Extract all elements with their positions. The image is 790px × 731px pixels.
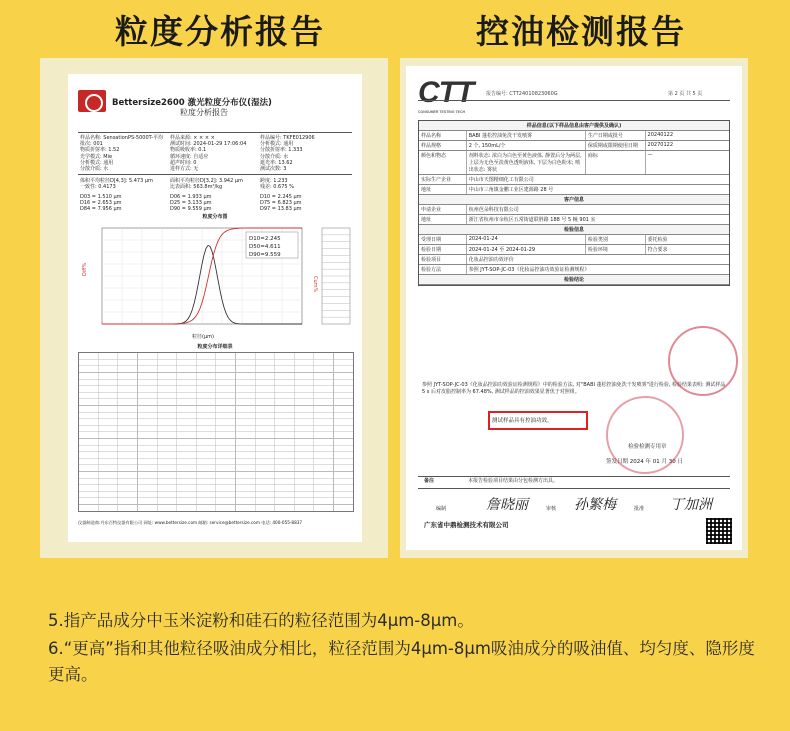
table-row [419,205,729,215]
table-cell: 保质期或限期使用日期 [586,141,646,150]
report-field: D06 = 1.933 μm [170,194,212,200]
table-row [419,185,729,195]
divider [78,174,352,175]
inspection-seal-icon [606,396,684,474]
table-cell: 地址 [419,215,467,224]
report-subtitle: 粒度分析报告 [180,108,228,117]
report-field: 比表面积: 563.8m²/kg [170,184,223,191]
divider [418,488,730,489]
table-cell: 颜色和物态 [419,151,467,174]
table-cell: 地址 [419,185,467,194]
particle-report-sheet [68,74,362,542]
table-cell: 检验日期 [419,245,467,254]
table-cell: 样品规格 [419,141,467,150]
report-field: D90 = 9.559 μm [170,206,212,213]
report-footer: 仪器制造商:丹东百特仪器有限公司 网址: www.bettersize.com 邮箱: service@bettersize.com 电话: 400-055-8837 [78,520,303,525]
table-row [419,235,729,245]
table-cell: 剂料状态: 浓白为白色至黄色液体, 静置后分为两层, 上层为无色至淡黄色透明液体, 下层为白色粉末; 喷出状态: 雾状 [467,151,586,174]
report-field: D75 = 6.823 μm [260,200,302,207]
table-cell: 生产日期或批号 [586,131,646,140]
legend-item: D90=9.559 [249,252,281,258]
report-field: 光学模式: Mie [80,153,113,160]
bettersize-logo-icon [78,90,106,112]
report-field: 样品编号: TKFE012906 [260,135,315,141]
remark-label: 备注 [424,478,435,484]
signature-reviewed: 孙繁梅 [574,497,616,513]
divider [418,476,730,477]
table-row [419,151,729,175]
report-field: 进样方式: 无 [170,166,199,173]
report-field: D16 = 2.653 μm [80,200,122,207]
y-axis-label-left: Diff% [82,262,88,276]
report-field: 样品名称: SensationPS-5000T-平均 [80,135,164,141]
report-field: D97 = 13.83 μm [260,206,302,213]
table-row [419,175,729,185]
table-cell: 2024-01-24 [467,235,586,244]
x-axis-label: 粒径(μm) [192,334,214,340]
table-row [419,225,729,235]
company-name: 广东省中鼎检测技术有限公司 [424,521,509,529]
table-cell: 中山市三角镇金鹏工业区建源路 28 号 [468,187,554,193]
stats-info [80,178,350,190]
table-row [419,141,729,151]
red-seal-icon [668,326,738,396]
info-table [418,120,730,286]
report-field: 跨度: 1.233 [260,178,288,184]
d-values [80,194,350,213]
sign-label-reviewed: 审核 [546,506,557,512]
table-cell: 中山市天图精细化工有限公司 [468,177,534,183]
report-field: D84 = 7.956 μm [80,206,122,213]
table-cell: 检验环境 [586,245,646,254]
table-cell: 检验项目 [419,255,467,264]
section-header: 客户信息 [563,197,584,203]
y-axis-label-right: Cum% [312,276,318,293]
report-field: 一致性: 0.4173 [80,184,116,191]
legend-item: D50=4.611 [249,244,281,250]
table-cell: 检验类别 [586,235,646,244]
report-field: D03 = 1.510 μm [80,194,122,200]
note-5: 5.指产品成分中玉米淀粉和硅石的粒径范围为4μm-8μm。 [48,611,474,630]
particle-report-panel [40,58,388,558]
table-cell: 20240122 [647,132,673,138]
report-field: 体积平均粒径D[4,3]: 5.473 μm [80,178,153,184]
sample-info [80,135,350,172]
ctt-logo: CTT CONSUMER TESTING TECH [418,76,474,114]
table-cell: 申请企业 [419,205,467,214]
sign-date: 签发日期 2024 年 01 月 30 日 [606,459,683,465]
signature-prepared: 詹晓丽 [486,497,528,513]
table-cell: 杭州芭朵科技有限公司 [468,207,519,213]
table-cell: 化妆品控油功效评价 [468,257,514,263]
report-field: 循环速度: 自适应 [170,153,209,160]
report-number: 报告编号: CTT24010823060G [486,91,558,97]
table-cell: 2024-01-24 至 2024-01-29 [467,245,586,254]
heading-particle-report: 粒度分析报告 [115,12,325,51]
report-field: 批次: 001 [80,141,103,148]
ctt-logo-sub: CONSUMER TESTING TECH [418,110,466,114]
table-row [419,255,729,265]
seal-caption: 检验检测专用章 [628,444,667,450]
table-cell: BABI 蓬松控油免洗干发喷雾 [467,131,586,140]
report-field: 物质吸收率: 0.1 [170,147,207,154]
table-cell: 实际生产企业 [419,175,467,184]
legend-item: D10=2.245 [249,236,281,242]
note-6: 6.“更高”指和其他粒径吸油成分相比，粒径范围为4μm-8μm吸油成分的吸油值、均匀度、隐形度更高。 [48,639,755,684]
table-row [419,131,729,141]
table-cell: 2 个, 150mL/个 [467,141,586,150]
heading-oil-control-report: 控油检测报告 [476,12,686,51]
table-cell: 浙江省杭州市余杭区五常街道联胜路 188 号 5 幢 901 室 [468,217,596,223]
divider [418,100,730,101]
remark-text: 本报告检验项目结果由分包检测方出具。 [468,478,559,484]
chart-title: 粒度分布图 [202,214,228,220]
section-header: 检验结论 [563,277,584,283]
distribution-table [78,352,354,512]
report-title: 激光粒度分布仪(湿法) [187,98,272,108]
table-cell: 受理日期 [419,235,467,244]
report-field: 分散折射率: 1.333 [260,147,303,154]
report-field: 分析模式: 通用 [260,141,294,148]
report-field: 遮光率: 13.62 [260,159,293,166]
report-brand: Bettersize2600 激光粒度分布仪(湿法) [112,98,272,108]
table-cell: 商标 [586,151,646,174]
table-cell: 符合要求 [647,247,668,253]
oil-control-report-panel [400,58,748,558]
table-cell: 检验方法 [419,265,467,274]
report-field: 物质折射率: 1.52 [80,147,120,154]
report-field: D10 = 2.245 μm [260,194,302,200]
report-field: 分散介质: 水 [260,153,289,160]
sign-label-prepared: 编制 [436,506,447,512]
table-row [419,265,729,275]
report-field: 面积平均粒径D[3,2]: 3.942 μm [170,178,243,184]
table-cell: 20270122 [647,142,673,148]
table-row [419,215,729,225]
sign-label-approved: 批准 [634,506,645,512]
section-header: 检验信息 [563,227,584,233]
table-cell: 样品名称 [419,131,467,140]
table-row [419,121,729,131]
report-field: 分析模式: 通用 [80,159,114,166]
report-field: 超声时间: 0 [170,159,197,166]
table-cell: 参照 JYT-SOP-JC-03《化妆品控油功效验证检测规程》 [468,267,590,273]
table-row [419,245,729,255]
report-field: 测试次数: 3 [260,166,287,173]
section-header: 样品信息(以下样品信息由客户提供及确认) [526,123,622,129]
table-cell: — [647,152,653,158]
oil-control-report-sheet [406,66,742,550]
particle-size-chart [80,222,352,340]
report-field: 分散介质: 水 [80,166,109,173]
report-field: 测试时间: 2024-01-29 17:06:04 [170,141,247,148]
table-row [419,195,729,205]
table-title: 粒度分布详细表 [197,344,233,350]
report-field: D25 = 3.133 μm [170,200,212,207]
report-field: 残差: 0.675 % [260,184,294,191]
conclusion-text: 参照 JYT-SOP-JC-03《化妆品控油功效验证检测规程》中的检验方法, 对"BABI 蓬松控油免洗干发喷雾"进行检验, 检验结果表明: 测试样品 5 s 后对皮脂控制率为 67.48%, 测试样品的控油效果显著优于对照组。 [422,382,726,395]
signature-approved: 丁加洲 [670,497,712,513]
page-number: 第 2 页 共 5 页 [668,91,703,97]
table-cell: 委托检验 [647,237,668,243]
table-row [419,275,729,285]
qr-code-icon [706,518,732,544]
report-field: 样品来源: × × × × [170,135,215,141]
divider [78,132,352,133]
highlight-text: 测试样品具有控油功效。 [492,418,553,424]
